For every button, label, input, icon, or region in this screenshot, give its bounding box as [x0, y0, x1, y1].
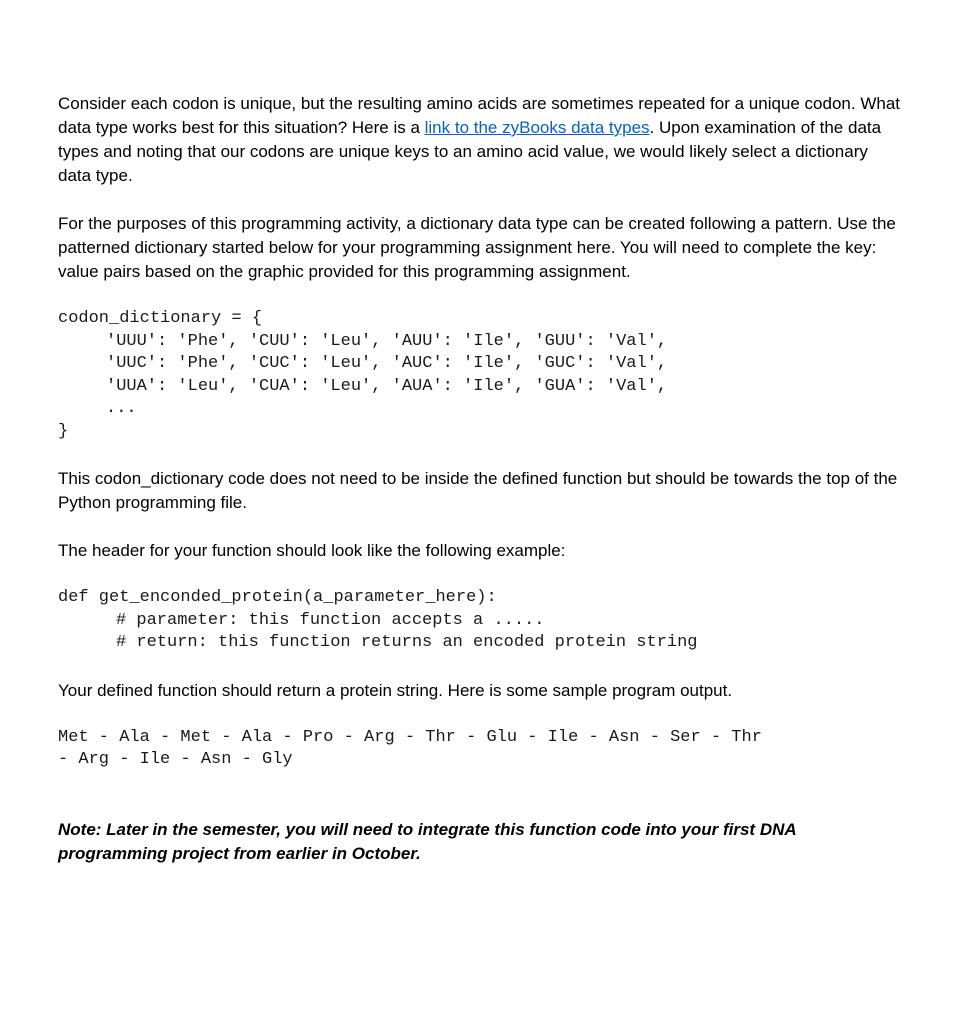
paragraph-dictionary-pattern: For the purposes of this programming activity, a dictionary data type can be created following a pattern. Use the patterned dictionary started below for your programming assignment here. You will need to complete the key: value pairs based on the graphic provided for this programming assignment.: [58, 214, 896, 281]
def-code-parameter-comment: # parameter: this function accepts a .....: [116, 610, 545, 630]
dict-code-close-line: }: [58, 421, 69, 441]
note-line: programming project from earlier in October.: [58, 843, 421, 863]
dict-code-line: 'UUA': 'Leu', 'CUA': 'Leu', 'AUA': 'Ile', 'GUA': 'Val',: [106, 376, 668, 396]
note-block: [58, 818, 903, 866]
paragraph1-text-after-link: . Upon examination of the data types and noting that our codons are unique keys to an amino acid value, we would likely select a dictionary data type.: [58, 118, 882, 185]
document-page: [58, 92, 903, 866]
dict-code-line: 'UUU': 'Phe', 'CUU': 'Leu', 'AUU': 'Ile', 'GUU': 'Val',: [106, 331, 668, 351]
note-line: Note: Later in the semester, you will need to integrate this function code into your first DNA: [58, 819, 797, 839]
codon-dictionary-code-block: [58, 308, 903, 443]
paragraph-sample-output-intro: Your defined function should return a protein string. Here is some sample program output.: [58, 680, 733, 700]
dict-code-open-line: codon_dictionary = {: [58, 309, 263, 328]
def-code-return-comment: # return: this function returns an encoded protein string: [116, 633, 698, 652]
zybooks-data-types-link[interactable]: link to the zyBooks data types: [424, 118, 650, 137]
paragraph1-text-before-link: Consider each codon is unique, but the resulting amino acids are sometimes repeated for a unique codon. What data type works best for this situation? Here is a: [58, 94, 900, 137]
sample-output-line: - Arg - Ile - Asn - Gly: [58, 750, 293, 769]
dict-code-ellipsis-line: ...: [106, 399, 137, 418]
dict-code-line: 'UUC': 'Phe', 'CUC': 'Leu', 'AUC': 'Ile', 'GUC': 'Val',: [106, 354, 668, 373]
paragraph-function-header-intro: The header for your function should look like the following example:: [58, 541, 566, 560]
function-header-code-block: [58, 587, 903, 655]
paragraph-codon-uniqueness: [58, 92, 903, 188]
sample-output-line: Met - Ala - Met - Ala - Pro - Arg - Thr - Glu - Ile - Asn - Ser - Thr: [58, 727, 762, 747]
paragraph-dictionary-placement: This codon_dictionary code does not need to be inside the defined function but should be towards the top of the Python programming file.: [58, 469, 898, 512]
def-code-header-line: def get_enconded_protein(a_parameter_here):: [58, 588, 497, 607]
sample-output-block: [58, 727, 903, 772]
